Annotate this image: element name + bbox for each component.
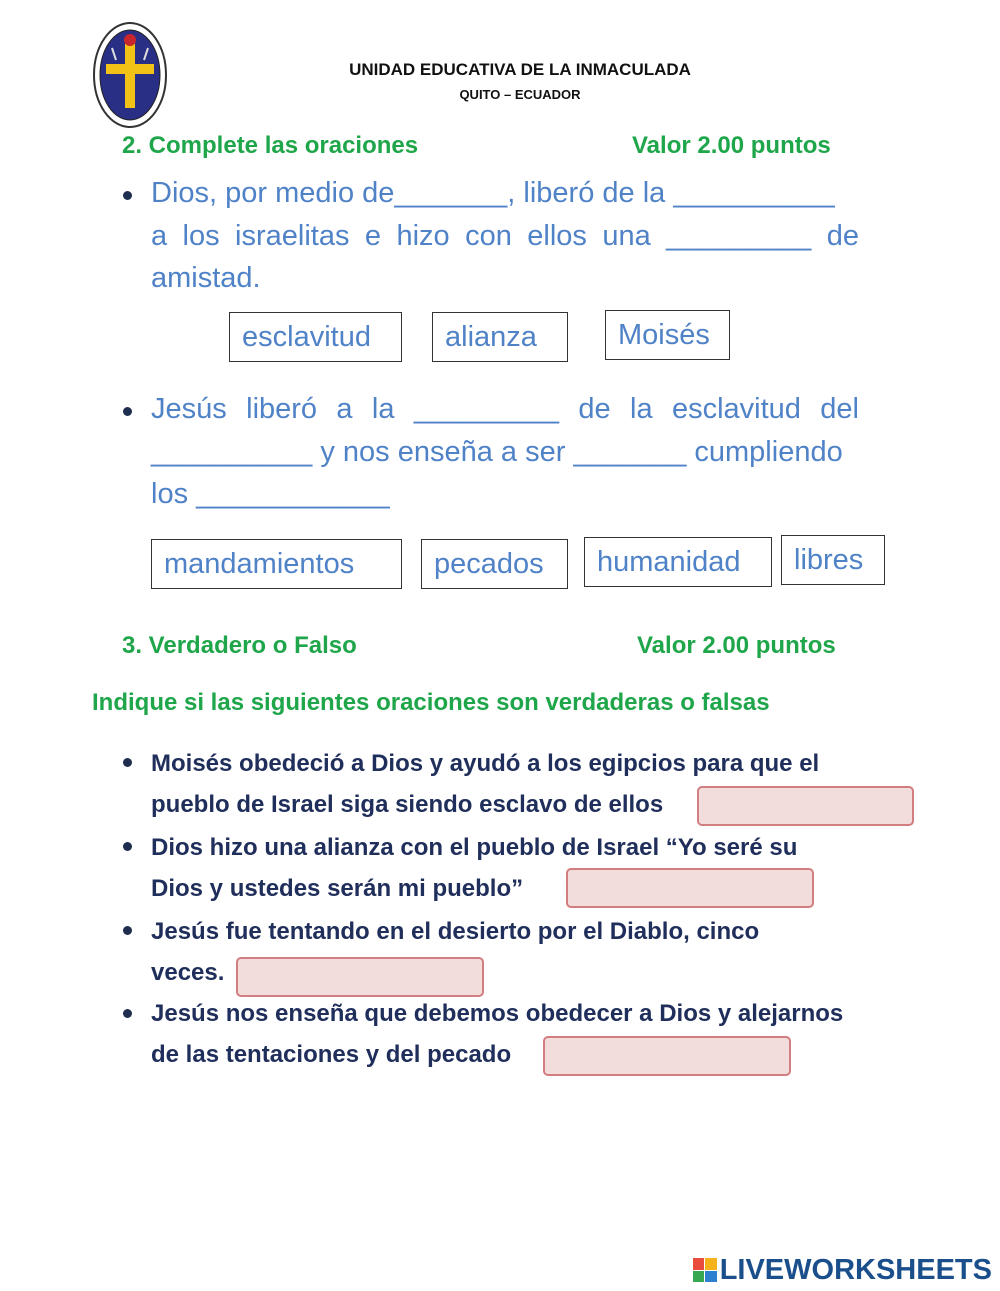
tf-statement-1-line2: pueblo de Israel siga siendo esclavo de ellos [151,791,664,818]
liveworksheets-brand [693,1253,992,1287]
tf-statement-3-line2: veces. [151,959,225,986]
sentence-1-line2: a los israelitas e hizo con ellos una _________ de [151,219,859,252]
tf-statement-2-line1: Dios hizo una alianza con el pueblo de Israel “Yo seré su [151,834,798,861]
section3-instruction: Indique si las siguientes oraciones son verdaderas o falsas [92,689,770,716]
school-city: QUITO – ECUADOR [459,87,581,102]
bullet [123,926,132,935]
word-card-libres[interactable]: libres [781,535,885,585]
bullet [123,191,132,200]
word-card-alianza[interactable]: alianza [432,312,568,362]
bullet [123,758,132,767]
tf-statement-3-line1: Jesús fue tentando en el desierto por el Diablo, cinco [151,918,760,945]
bullet [123,407,132,416]
word-card-esclavitud[interactable]: esclavitud [229,312,402,362]
word-card-pecados[interactable]: pecados [421,539,568,589]
bullet [123,842,132,851]
sentence-2-line2: __________ y nos enseña a ser _______ cumpliendo [151,435,843,468]
tf-statement-2-line2: Dios y ustedes serán mi pueblo” [151,875,524,902]
sentence-1 [151,172,859,300]
section3-title: 3. Verdadero o Falso [122,632,357,659]
section3-points: Valor 2.00 puntos [637,632,836,659]
answer-input-3[interactable] [236,957,484,997]
sentence-1-line3: amistad. [151,262,261,294]
tf-statement-4-line2: de las tentaciones y del pecado [151,1041,512,1068]
section2-title: 2. Complete las oraciones [122,132,419,159]
school-name: UNIDAD EDUCATIVA DE LA INMACULADA [349,60,691,79]
liveworksheets-icon [693,1258,717,1282]
answer-input-4[interactable] [543,1036,791,1076]
word-card-mandamientos[interactable]: mandamientos [151,539,402,589]
answer-input-2[interactable] [566,868,814,908]
section2-points: Valor 2.00 puntos [632,132,831,159]
answer-input-1[interactable] [697,786,914,826]
word-card-humanidad[interactable]: humanidad [584,537,772,587]
bullet [123,1009,132,1018]
sentence-2-line1: Jesús liberó a la _________ de la esclavitud del [151,393,859,425]
tf-statement-1-line1: Moisés obedeció a Dios y ayudó a los egipcios para que el [151,750,820,777]
sentence-1-line1: Dios, por medio de_______, liberó de la __________ [151,177,835,209]
sentence-2 [151,388,859,516]
sentence-2-line3: los ____________ [151,478,390,510]
liveworksheets-wordmark: LIVEWORKSHEETS [719,1253,992,1286]
tf-statement-4-line1: Jesús nos enseña que debemos obedecer a Dios y alejarnos [151,1000,844,1027]
word-card-moises[interactable]: Moisés [605,310,730,360]
